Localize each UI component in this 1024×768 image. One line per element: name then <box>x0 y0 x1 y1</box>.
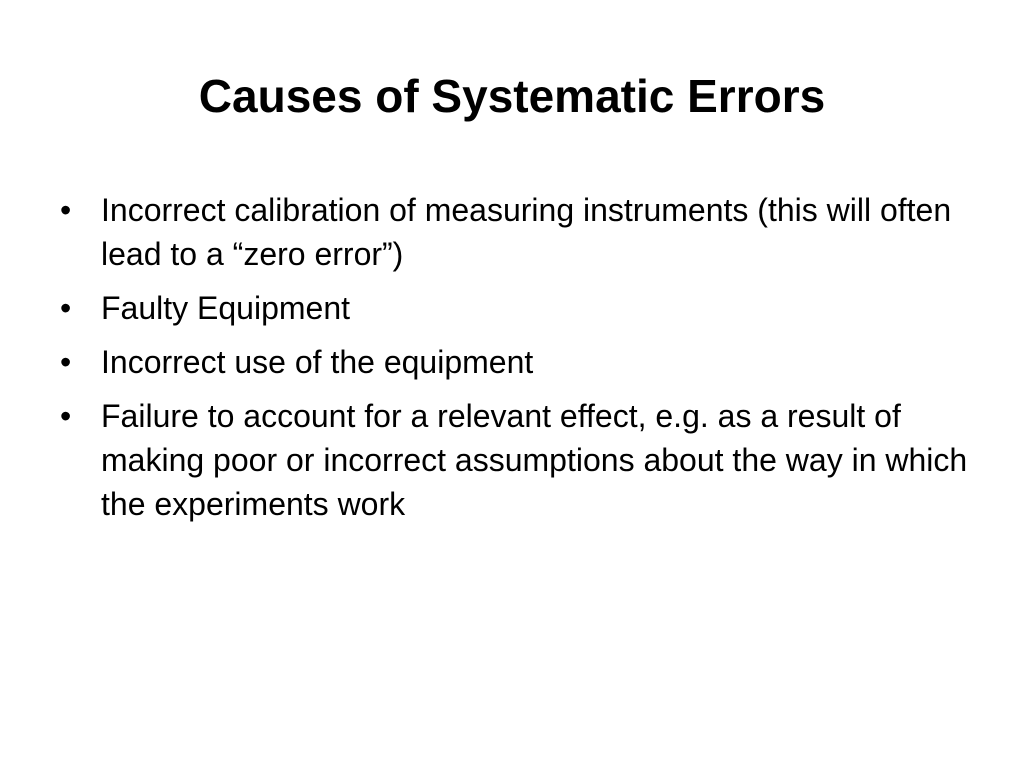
bullet-text: Failure to account for a relevant effect, e.g. as a result of making poor or incorrect assumptions about the way in which the experiments work <box>101 398 968 522</box>
bullet-icon: • <box>60 398 72 434</box>
bullet-icon: • <box>60 192 72 228</box>
bullet-item-incorrect-use <box>56 340 976 384</box>
bullet-icon: • <box>60 344 72 380</box>
bullet-item-unaccounted-effect <box>56 394 976 526</box>
slide-title: Causes of Systematic Errors <box>198 70 826 122</box>
bullet-text: Incorrect calibration of measuring instruments (this will often lead to a “zero error”) <box>101 192 952 272</box>
bullet-text: Faulty Equipment <box>101 290 351 326</box>
bullet-icon: • <box>60 290 72 326</box>
bullet-text: Incorrect use of the equipment <box>101 344 534 380</box>
bullet-list <box>56 188 976 536</box>
bullet-item-faulty-equipment <box>56 286 976 330</box>
bullet-item-calibration <box>56 188 976 276</box>
